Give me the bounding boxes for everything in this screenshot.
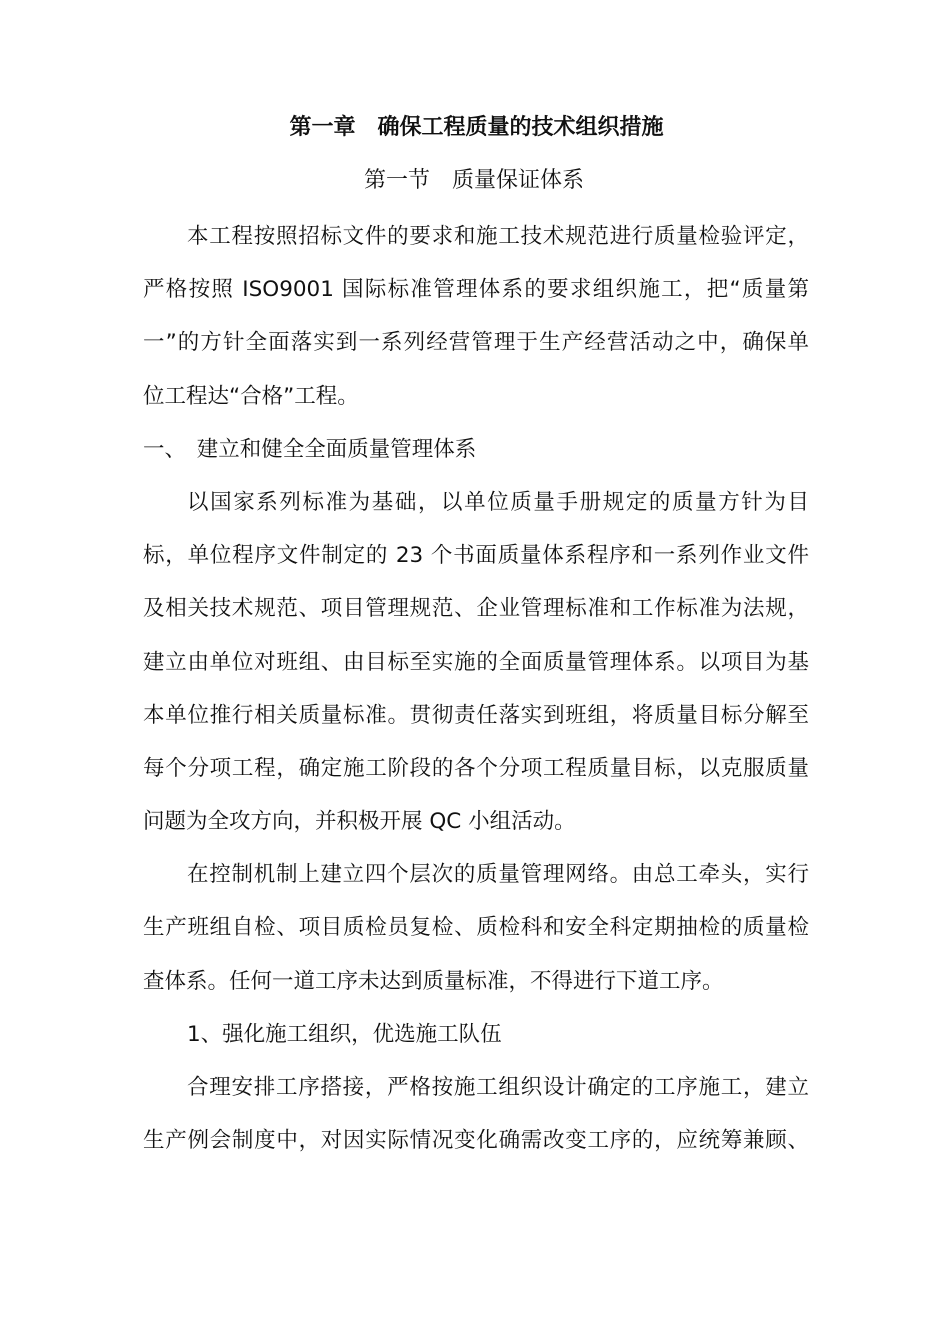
text-line: 建立由单位对班组、由目标至实施的全面质量管理体系。以项目为基 — [143, 649, 809, 675]
text-line: 严格按照 ISO9001 国际标准管理体系的要求组织施工，把“质量第 — [143, 277, 809, 303]
text-line: 以国家系列标准为基础，以单位质量手册规定的质量方针为目 — [187, 489, 809, 515]
text-line: 在控制机制上建立四个层次的质量管理网络。由总工牵头，实行 — [187, 862, 809, 888]
chapter-title: 第一章 确保工程质量的技术组织措施 — [289, 115, 664, 140]
subheading-text: 一、 建立和健全全面质量管理体系 — [143, 436, 477, 462]
subheading-text: 1、强化施工组织，优选施工队伍 — [187, 1021, 502, 1047]
text-line: 生产例会制度中，对因实际情况变化确需改变工序的，应统筹兼顾、 — [143, 1128, 809, 1154]
section-title: 第一节 质量保证体系 — [363, 168, 584, 193]
text-line: 合理安排工序搭接，严格按施工组织设计确定的工序施工，建立 — [187, 1075, 809, 1100]
text-line: 及相关技术规范、项目管理规范、企业管理标准和工作标准为法规， — [143, 596, 809, 622]
text-line: 标，单位程序文件制定的 23 个书面质量体系程序和一系列作业文件 — [143, 543, 809, 569]
paragraph-standards — [143, 476, 809, 848]
subheading-management-system — [143, 423, 809, 476]
paragraph-process-arrangement — [143, 1061, 809, 1167]
text-line: 一”的方针全面落实到一系列经营管理于生产经营活动之中，确保单 — [143, 330, 809, 356]
paragraph-control-network — [143, 848, 809, 1008]
text-line: 每个分项工程，确定施工阶段的各个分项工程质量目标，以克服质量 — [143, 755, 809, 781]
text-line: 问题为全攻方向，并积极开展 QC 小组活动。 — [143, 809, 576, 835]
paragraph-quality-intro — [143, 210, 809, 423]
text-line: 查体系。任何一道工序未达到质量标准，不得进行下道工序。 — [143, 968, 724, 994]
text-line: 本单位推行相关质量标准。贯彻责任落实到班组，将质量目标分解至 — [143, 702, 809, 728]
text-line: 位工程达“合格”工程。 — [143, 383, 359, 409]
text-line: 本工程按照招标文件的要求和施工技术规范进行质量检验评定， — [187, 224, 809, 249]
text-line: 生产班组自检、项目质检员复检、质检科和安全科定期抽检的质量检 — [143, 915, 809, 941]
document-body — [143, 104, 809, 1167]
subheading-construction-organization — [143, 1008, 809, 1061]
